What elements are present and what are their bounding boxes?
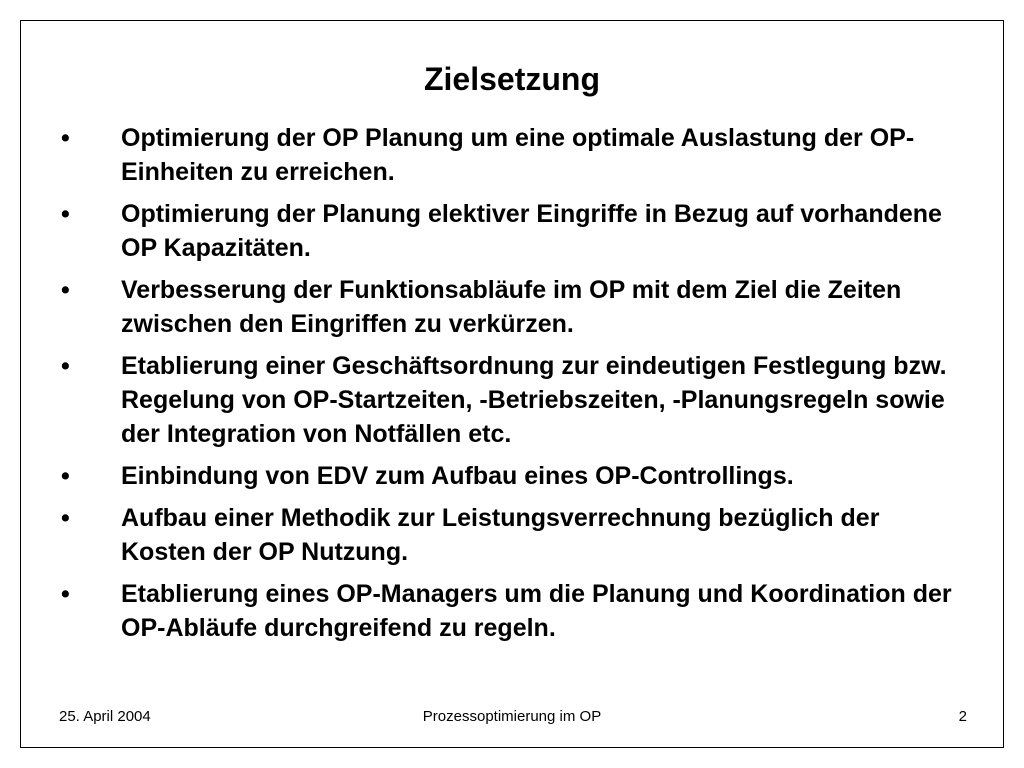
bullet-dot: • [61,462,70,490]
bullet-dot: • [61,200,70,228]
bullet-text: Aufbau einer Methodik zur Leistungsverrechnung bezüglich der Kosten der OP Nutzung. [121,504,880,566]
footer-page-number: 2 [958,708,967,725]
bullet-text: Optimierung der OP Planung um eine optimale Auslastung der OP-Einheiten zu erreichen. [121,124,915,186]
bullet-dot: • [61,352,70,380]
slide [20,20,1004,748]
bullet-dot: • [61,276,70,304]
footer-presentation-title: Prozessoptimierung im OP [422,708,602,725]
bullet-item [61,121,961,189]
bullet-item [61,577,961,645]
bullet-list [61,121,961,653]
bullet-text: Etablierung eines OP-Managers um die Planung und Koordination der OP-Abläufe durchgreifend zu regeln. [121,580,952,642]
bullet-item [61,349,961,451]
bullet-dot: • [61,124,70,152]
bullet-text: Einbindung von EDV zum Aufbau eines OP-Controllings. [121,462,794,490]
bullet-dot: • [61,504,70,532]
bullet-text: Optimierung der Planung elektiver Eingriffe in Bezug auf vorhandene OP Kapazitäten. [121,200,942,262]
slide-title: Zielsetzung [423,61,600,97]
bullet-item [61,273,961,341]
bullet-text: Etablierung einer Geschäftsordnung zur eindeutigen Festlegung bzw. Regelung von OP-Startzeiten, -Betriebszeiten, -Planungsregeln sowie der Integration von Notfällen etc. [121,352,947,448]
bullet-item [61,501,961,569]
bullet-text: Verbesserung der Funktionsabläufe im OP mit dem Ziel die Zeiten zwischen den Eingriffen zu verkürzen. [121,276,902,338]
bullet-item [61,459,961,493]
bullet-dot: • [61,580,70,608]
bullet-item [61,197,961,265]
footer-date: 25. April 2004 [59,708,151,725]
